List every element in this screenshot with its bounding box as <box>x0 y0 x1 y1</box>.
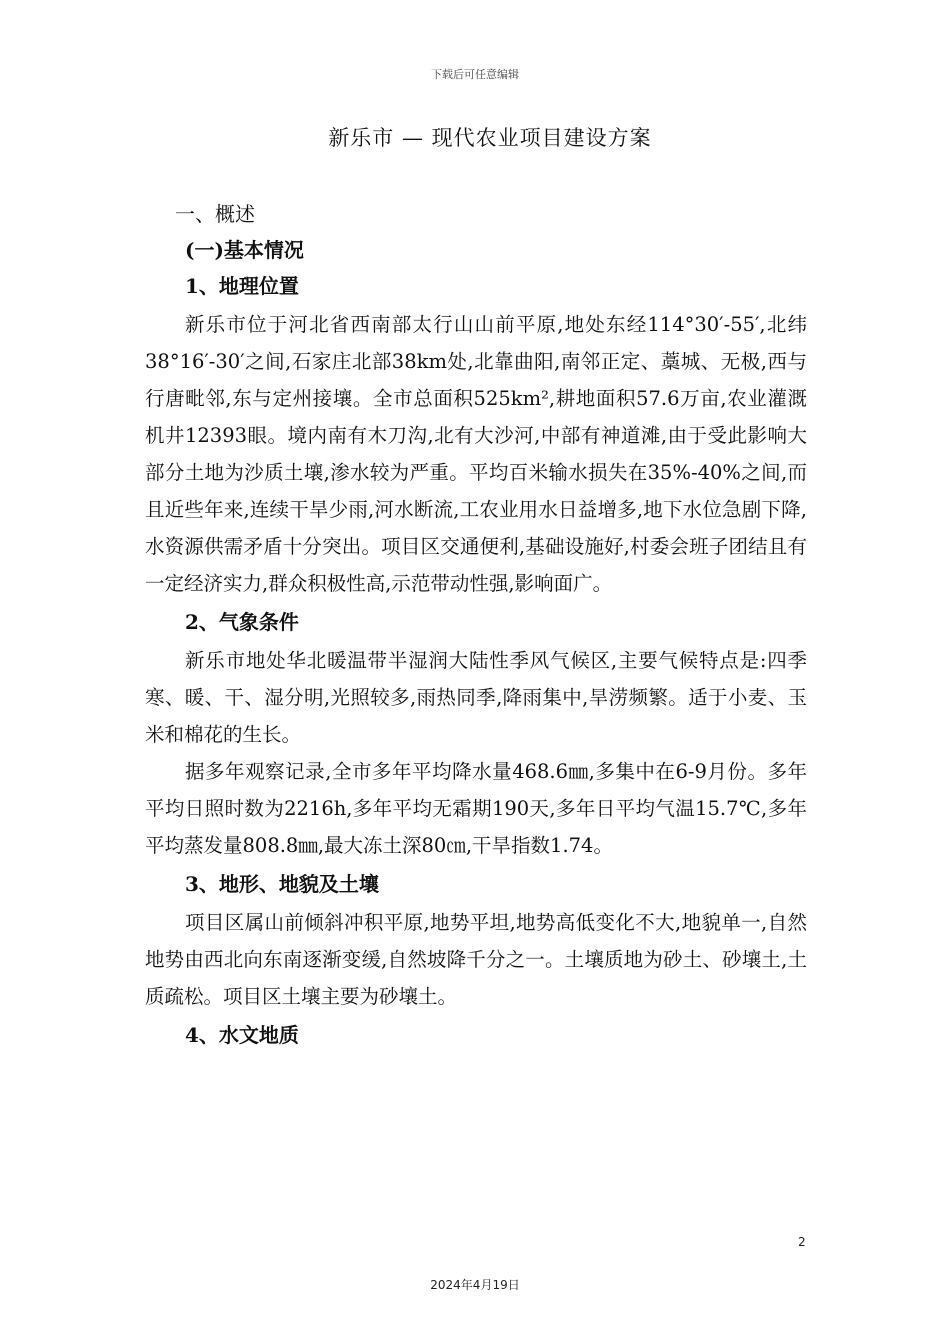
header-note: 下载后可任意编辑 <box>431 68 519 81</box>
heading-climate: 2、气象条件 <box>185 610 299 634</box>
document-body <box>145 198 807 1055</box>
section-heading-overview: 一、概述 <box>175 202 255 226</box>
page-title: 新乐市 — 现代农业项目建设方案 <box>328 126 652 150</box>
heading-hydrology: 4、水文地质 <box>185 1023 299 1047</box>
paragraph-climate-2: 据多年观察记录,全市多年平均降水量468.6㎜,多集中在6-9月份。多年平均日照时数为2216h,多年平均无霜期190天,多年日平均气温15.7℃,多年平均蒸发量808.8㎜,最大冻土深80㎝,干旱指数1.74。 <box>145 760 807 857</box>
heading-terrain: 3、地形、地貌及土壤 <box>185 872 379 896</box>
heading-geography: 1、地理位置 <box>185 274 299 298</box>
page-number: 2 <box>798 1235 806 1249</box>
paragraph-geography: 新乐市位于河北省西南部太行山山前平原,地处东经114°30′-55′,北纬38°16′-30′之间,石家庄北部38km处,北靠曲阳,南邻正定、藁城、无极,西与行唐毗邻,东与定州接壤。全市总面积525km²,耕地面积57.6万亩,农业灌溉机井12393眼。境内南有木刀沟,北有大沙河,中部有神道滩,由于受此影响大部分土地为沙质土壤,渗水较为严重。平均百米输水损失在35%-40%之间,而且近些年来,连续干旱少雨,河水断流,工农业用水日益增多,地下水位急剧下降,水资源供需矛盾十分突出。项目区交通便利,基础设施好,村委会班子团结且有一定经济实力,群众积极性高,示范带动性强,影响面广。 <box>145 313 807 595</box>
footer-date: 2024年4月19日 <box>430 1278 520 1292</box>
subsection-heading-basic: (一)基本情况 <box>185 238 304 262</box>
paragraph-terrain: 项目区属山前倾斜冲积平原,地势平坦,地势高低变化不大,地貌单一,自然地势由西北向东南逐渐变缓,自然坡降千分之一。土壤质地为砂土、砂壤土,土质疏松。项目区土壤主要为砂壤土。 <box>145 911 807 1008</box>
paragraph-climate-1: 新乐市地处华北暖温带半湿润大陆性季风气候区,主要气候特点是:四季寒、暖、干、湿分明,光照较多,雨热同季,降雨集中,旱涝频繁。适于小麦、玉米和棉花的生长。 <box>145 649 807 746</box>
